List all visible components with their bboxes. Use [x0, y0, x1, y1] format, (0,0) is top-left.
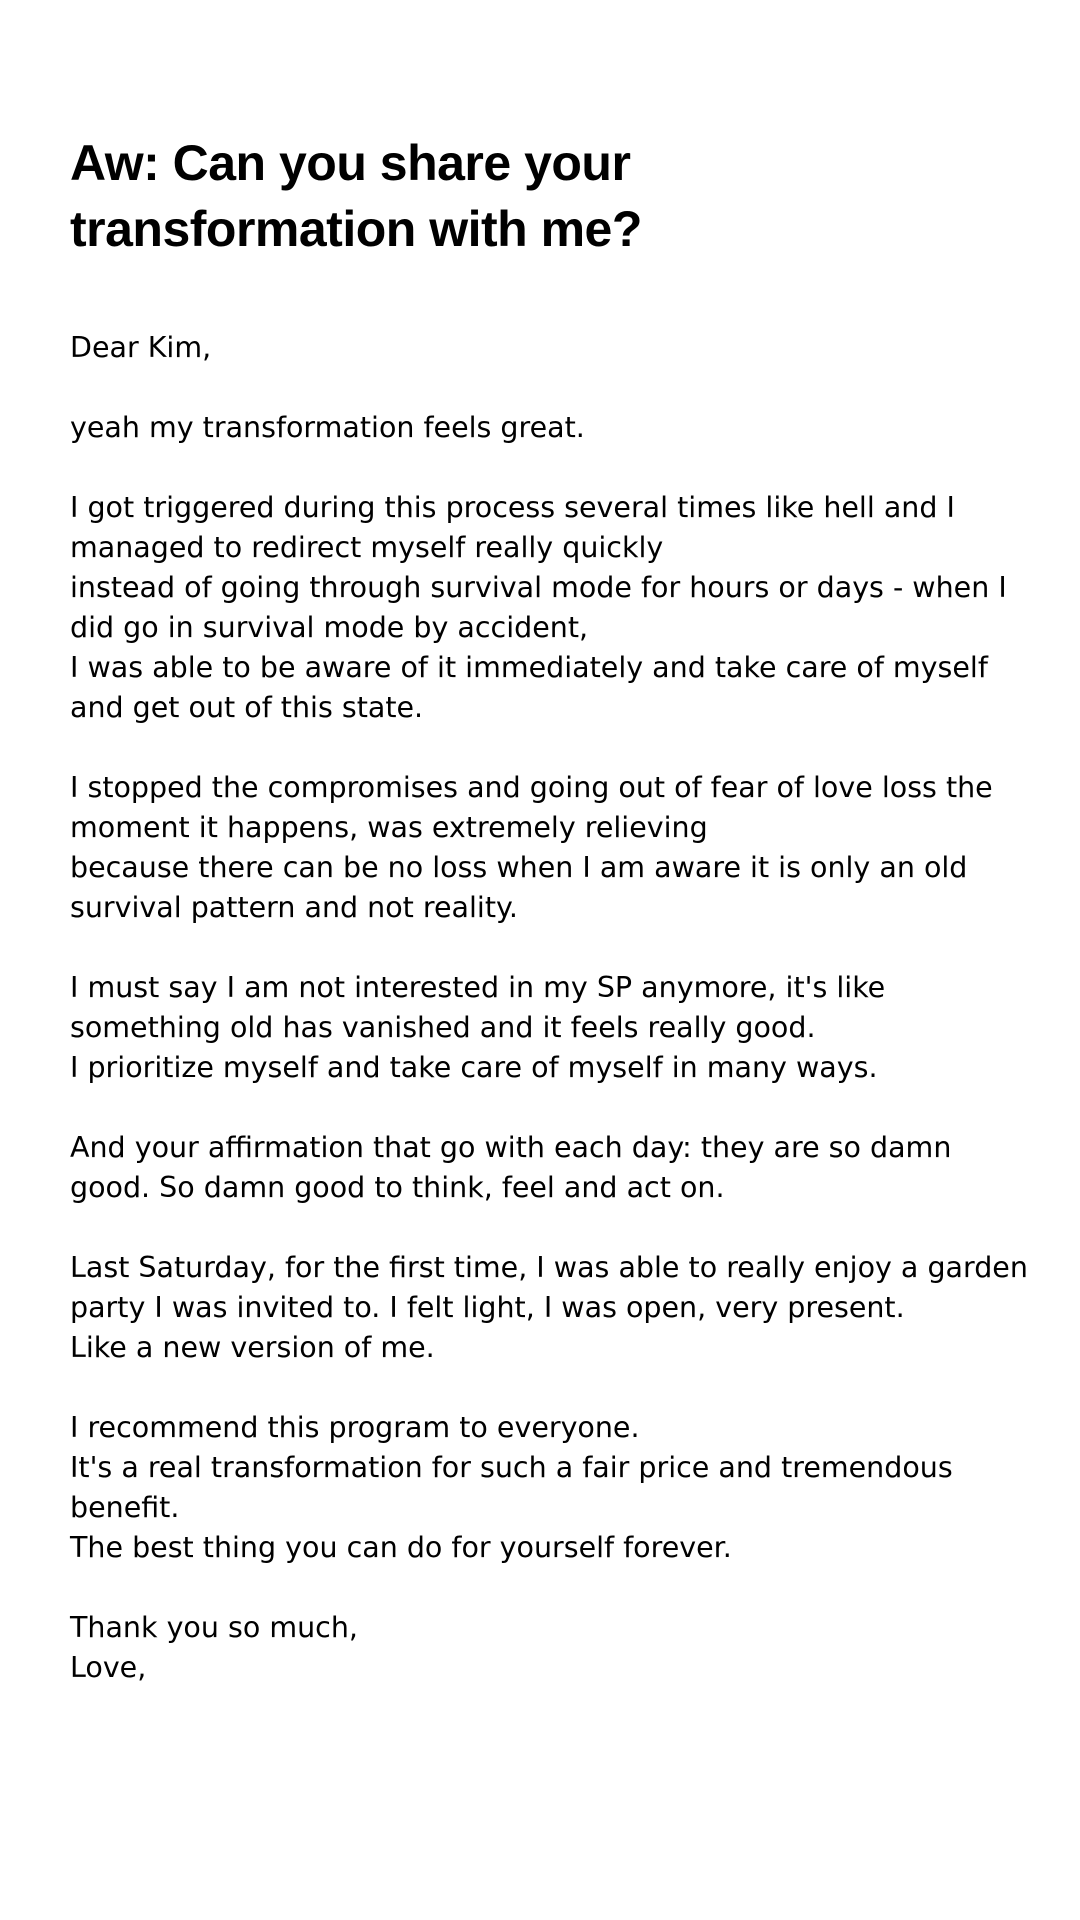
body-line: instead of going through survival mode for hours or days - when I did go in survival mode by accident,	[70, 571, 1007, 644]
email-body	[70, 328, 1030, 1688]
greeting-paragraph	[70, 328, 1030, 368]
body-paragraph	[70, 968, 1030, 1088]
body-line: Like a new version of me.	[70, 1331, 435, 1364]
body-paragraph	[70, 488, 1030, 728]
body-line: I must say I am not interested in my SP anymore, it's like something old has vanished and it feels really good.	[70, 971, 886, 1044]
body-paragraph	[70, 408, 1030, 448]
body-line: The best thing you can do for yourself forever.	[70, 1531, 732, 1564]
closing-line: Thank you so much,	[70, 1611, 358, 1644]
body-line: I stopped the compromises and going out of fear of love loss the moment it happens, was extremely relieving	[70, 771, 993, 844]
body-line: Dear Kim,	[70, 331, 212, 364]
body-line: I recommend this program to everyone.	[70, 1411, 640, 1444]
body-line: yeah my transformation feels great.	[70, 411, 585, 444]
body-paragraph	[70, 1248, 1030, 1368]
body-line: It's a real transformation for such a fair price and tremendous benefit.	[70, 1451, 953, 1524]
body-line: And your affirmation that go with each day: they are so damn good. So damn good to think, feel and act on.	[70, 1131, 952, 1204]
body-line: I prioritize myself and take care of myself in many ways.	[70, 1051, 878, 1084]
signoff-line: Love,	[70, 1651, 147, 1684]
body-paragraph	[70, 768, 1030, 928]
body-paragraph	[70, 1408, 1030, 1568]
body-line: I was able to be aware of it immediately and take care of myself and get out of this state.	[70, 651, 988, 724]
email-document	[70, 130, 1030, 1728]
body-line: because there can be no loss when I am aware it is only an old survival pattern and not reality.	[70, 851, 968, 924]
body-line: Last Saturday, for the first time, I was able to really enjoy a garden party I was invited to. I felt light, I was open, very present.	[70, 1251, 1028, 1324]
email-subject-title: Aw: Can you share your transformation with me?	[70, 135, 642, 257]
body-line: I got triggered during this process several times like hell and I managed to redirect myself really quickly	[70, 491, 955, 564]
closing-paragraph	[70, 1608, 1030, 1688]
body-paragraph	[70, 1128, 1030, 1208]
